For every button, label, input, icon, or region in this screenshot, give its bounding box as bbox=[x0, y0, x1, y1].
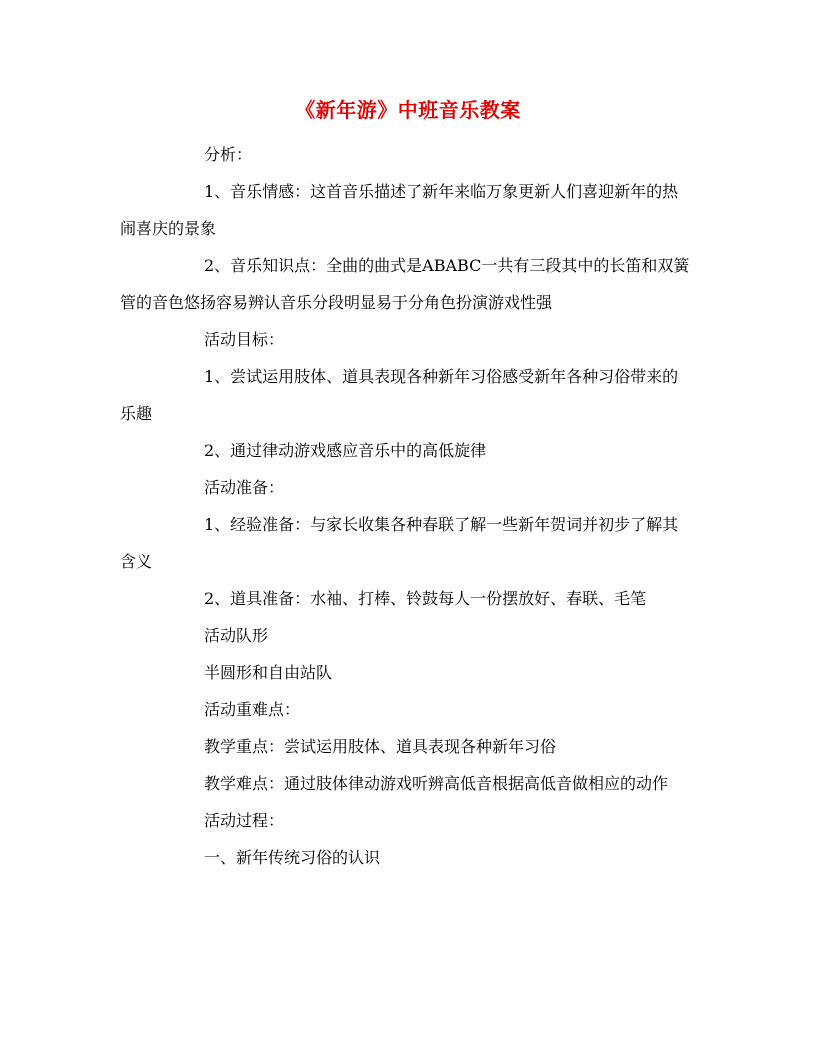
paragraph-process-step-1: 一、新年传统习俗的认识 bbox=[204, 848, 381, 867]
document-body bbox=[120, 136, 692, 876]
paragraph-preparation-props: 2、道具准备：水袖、打棒、铃鼓每人一份摆放好、春联、毛笔 bbox=[204, 589, 647, 608]
paragraph-formation-heading: 活动队形 bbox=[204, 626, 269, 645]
paragraph-goal-1: 1、尝试运用肢体、道具表现各种新年习俗感受新年各种习俗带来的乐趣 bbox=[120, 367, 679, 423]
paragraph-key-points-heading: 活动重难点： bbox=[204, 700, 301, 719]
paragraph-teaching-difficulty: 教学难点：通过肢体律动游戏听辨高低音根据高低音做相应的动作 bbox=[204, 774, 669, 793]
paragraph-music-knowledge: 2、音乐知识点：全曲的曲式是ABABC一共有三段其中的长笛和双簧管的音色悠扬容易辨认音乐分段明显易于分角色扮演游戏性强 bbox=[120, 256, 690, 312]
paragraph-music-emotion: 1、音乐情感：这首音乐描述了新年来临万象更新人们喜迎新年的热闹喜庆的景象 bbox=[120, 182, 679, 238]
paragraph-preparation-experience: 1、经验准备：与家长收集各种春联了解一些新年贺词并初步了解其含义 bbox=[120, 515, 679, 571]
paragraph-goals-heading: 活动目标： bbox=[204, 330, 285, 349]
paragraph-teaching-focus: 教学重点：尝试运用肢体、道具表现各种新年习俗 bbox=[204, 737, 557, 756]
document-title: 《新年游》中班音乐教案 bbox=[295, 98, 521, 122]
paragraph-formation: 半圆形和自由站队 bbox=[204, 663, 333, 682]
paragraph-analysis-heading: 分析： bbox=[204, 145, 253, 164]
paragraph-process-heading: 活动过程： bbox=[204, 811, 285, 830]
paragraph-preparation-heading: 活动准备： bbox=[204, 478, 285, 497]
paragraph-goal-2: 2、通过律动游戏感应音乐中的高低旋律 bbox=[204, 441, 487, 460]
